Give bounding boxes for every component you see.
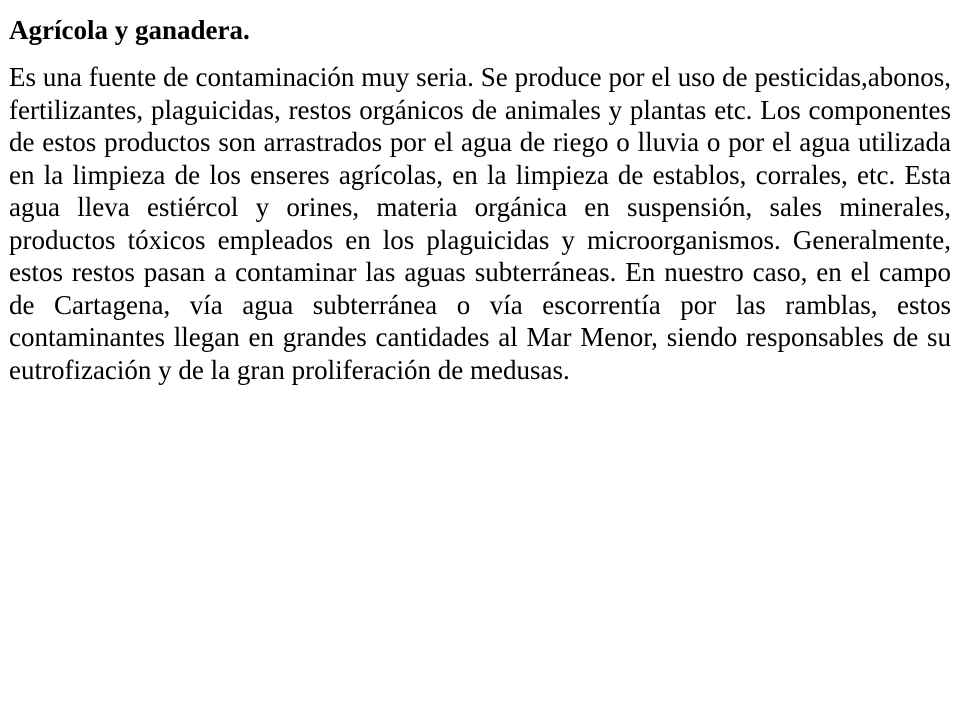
slide-heading: Agrícola y ganadera.	[9, 15, 250, 45]
slide-content	[9, 14, 951, 386]
slide-paragraph: Es una fuente de contaminación muy seria. Se produce por el uso de pesticidas,abonos, fertilizantes, plaguicidas, restos orgánicos de animales y plantas etc. Los componentes de estos productos son arrastrados por el agua de riego o lluvia o por el agua utilizada en la limpieza de los enseres agrícolas, en la limpieza de establos, corrales, etc. Esta agua lleva estiércol y orines, materia orgánica en suspensión, sales minerales, productos tóxicos empleados en los plaguicidas y microorganismos. Generalmente, estos restos pasan a contaminar las aguas subterráneas. En nuestro caso, en el campo de Cartagena, vía agua subterránea o vía escorrentía por las ramblas, estos contaminantes llegan en grandes cantidades al Mar Menor, siendo responsables de su eutrofización y de la gran proliferación de medusas.	[9, 62, 951, 385]
